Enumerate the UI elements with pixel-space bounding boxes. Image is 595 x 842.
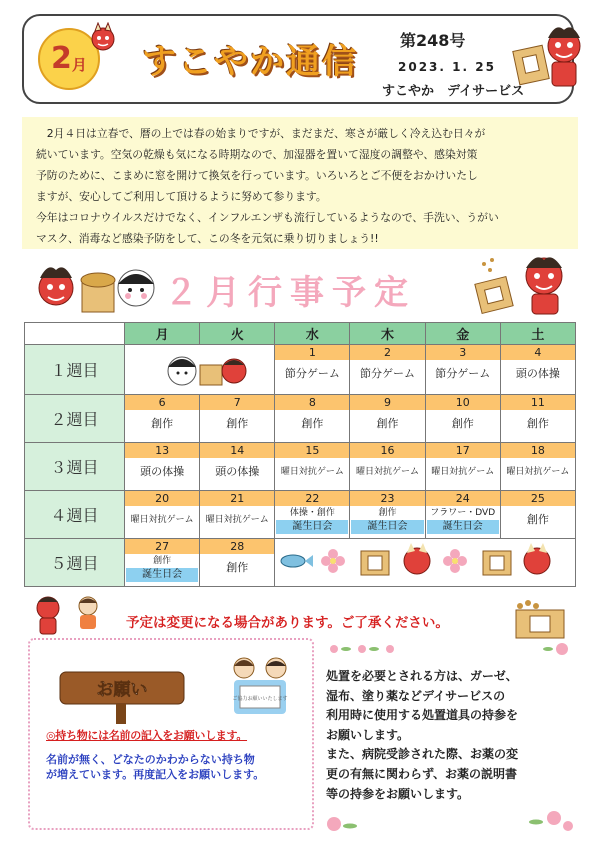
week-row <box>25 443 576 491</box>
event-label: 曜日対抗ゲーム <box>356 467 420 477</box>
day-header: 月 <box>125 323 200 345</box>
date-number: 11 <box>501 395 575 410</box>
birthday-party-label: 誕生日会 <box>427 520 499 534</box>
intro-line: 予防のために、こまめに窓を開けて換気を行っています。いろいろとご不便をおかけいたし <box>36 169 478 182</box>
day-cell <box>500 491 575 539</box>
week-label: ３週目 <box>25 443 125 491</box>
event-label: 創作 <box>151 417 174 430</box>
calendar-corner <box>25 323 125 345</box>
bean-box-icon <box>510 598 572 640</box>
organization-name: すこやか デイサービス <box>382 84 525 99</box>
day-header: 土 <box>500 323 575 345</box>
week-row <box>25 345 576 395</box>
intro-line: 2月４日は立春で、暦の上では春の始まりですが、まだまだ、寒さが厳しく冷え込む日々が <box>36 127 486 140</box>
event-label: 頭の体操 <box>515 367 560 380</box>
setsubun-border-icon <box>275 539 575 583</box>
intro-line: 続いています。空気の乾燥も気になる時期なので、加湿器を置いて湿度の調整や、感染対策 <box>36 148 478 161</box>
event-label: 節分ゲーム <box>360 367 416 380</box>
event-label: 創作 <box>526 513 549 526</box>
day-cell <box>350 395 425 443</box>
event-label: 創作 <box>378 508 397 518</box>
day-cell <box>350 443 425 491</box>
oni-with-bean-box-icon <box>512 18 582 96</box>
event-label: 頭の体操 <box>140 465 185 478</box>
issue-number: 第248号 <box>400 31 466 50</box>
week-row <box>25 491 576 539</box>
day-cell <box>500 395 575 443</box>
intro-line: ますが、安心してご利用して頂けるように努めて参ります。 <box>36 190 327 203</box>
week-label: ２週目 <box>25 395 125 443</box>
day-header: 水 <box>275 323 350 345</box>
birthday-party-label: 誕生日会 <box>276 520 348 534</box>
staff-bowing-icon <box>220 654 300 718</box>
event-label: 曜日対抗ゲーム <box>130 515 194 525</box>
birthday-party-label: 誕生日会 <box>126 568 198 582</box>
day-cell <box>200 443 275 491</box>
date-number: 27 <box>125 539 199 554</box>
flower-border-icon <box>322 806 578 834</box>
date-number: 2 <box>350 345 424 360</box>
event-label: 曜日対抗ゲーム <box>280 467 344 477</box>
request-name-detail: 名前が無く、どなたのかわからない持ち物 が増えています。再度記入をお願いします。 <box>46 753 265 781</box>
date-number: 22 <box>275 491 349 506</box>
flower-border-icon <box>322 640 578 658</box>
date-number: 25 <box>501 491 575 506</box>
date-number: 14 <box>200 443 274 458</box>
date-number: 28 <box>200 539 274 554</box>
week-label: ５週目 <box>25 539 125 587</box>
date-number: 10 <box>426 395 500 410</box>
intro-line: マスク、消毒など感染予防をして、この冬を元気に乗り切りましょう!! <box>36 232 379 245</box>
date-number: 23 <box>350 491 424 506</box>
day-header: 木 <box>350 323 425 345</box>
day-cell <box>425 345 500 395</box>
month-number: 2 <box>51 41 72 76</box>
issue-date: 2023. 1. 25 <box>398 60 496 74</box>
request-box <box>28 638 314 830</box>
birthday-party-label: 誕生日会 <box>351 520 423 534</box>
decoration-cell <box>275 539 576 587</box>
day-cell <box>500 443 575 491</box>
date-number: 9 <box>350 395 424 410</box>
date-number: 17 <box>426 443 500 458</box>
calendar-header-row <box>25 323 576 345</box>
event-label: 頭の体操 <box>215 465 260 478</box>
day-cell <box>425 491 500 539</box>
event-label: 創作 <box>526 417 549 430</box>
date-number: 20 <box>125 491 199 506</box>
medical-supplies-request: 処置を必要とされる方は、ガーゼ、 湿布、塗り薬などデイサービスの 利用時に使用する処置道具の持参を お願いします。 また、病院受診された際、お薬の変 更の有無に関わらず、お薬の説明書 等の持参をお願いします。 <box>326 669 519 801</box>
week-label: １週目 <box>25 345 125 395</box>
otafuku-oni-icon <box>150 345 250 391</box>
newsletter-title: すこやか通信 <box>142 42 358 82</box>
staff-sign-text: ご協力お願いいたします <box>232 696 288 702</box>
date-number: 3 <box>426 345 500 360</box>
event-calendar <box>24 322 576 587</box>
intro-line: 今年はコロナウイルスだけでなく、インフルエンザも流行しているようなので、手洗い、うがい <box>36 211 499 224</box>
day-cell <box>425 395 500 443</box>
date-number: 21 <box>200 491 274 506</box>
day-cell <box>200 491 275 539</box>
event-label: 曜日対抗ゲーム <box>506 467 570 477</box>
wooden-sign-icon <box>54 666 194 724</box>
day-cell <box>275 491 350 539</box>
setsubun-decoration-icon <box>30 258 158 318</box>
day-cell <box>425 443 500 491</box>
event-label: 創作 <box>153 556 172 566</box>
day-cell <box>125 491 200 539</box>
date-number: 7 <box>200 395 274 410</box>
day-cell <box>275 345 350 395</box>
week-row <box>25 395 576 443</box>
day-cell <box>350 345 425 395</box>
event-label: 創作 <box>226 417 249 430</box>
sign-label: お願い <box>96 680 148 700</box>
date-number: 4 <box>501 345 575 360</box>
day-cell <box>275 443 350 491</box>
setsubun-art-cell <box>125 345 275 395</box>
event-label: 創作 <box>226 561 249 574</box>
event-label: 節分ゲーム <box>284 367 340 380</box>
day-cell <box>200 395 275 443</box>
event-label: 創作 <box>301 417 324 430</box>
oni-bean-box-icon <box>464 252 574 318</box>
event-label: 創作 <box>376 417 399 430</box>
event-label: フラワー・DVD <box>430 508 496 518</box>
day-cell <box>125 443 200 491</box>
event-label: 節分ゲーム <box>435 367 491 380</box>
schedule-change-notice: 予定は変更になる場合があります。ご了承ください。 <box>126 615 449 631</box>
event-label: 曜日対抗ゲーム <box>205 515 269 525</box>
date-number: 18 <box>501 443 575 458</box>
month-unit: 月 <box>71 55 87 74</box>
date-number: 1 <box>275 345 349 360</box>
date-number: 8 <box>275 395 349 410</box>
event-label: 創作 <box>451 417 474 430</box>
week-label: ４週目 <box>25 491 125 539</box>
day-cell <box>275 395 350 443</box>
newsletter-header <box>22 14 574 104</box>
intro-message <box>22 117 578 249</box>
date-number: 24 <box>426 491 500 506</box>
day-cell <box>350 491 425 539</box>
day-cell <box>500 345 575 395</box>
day-header: 金 <box>425 323 500 345</box>
oni-mask-icon <box>86 22 120 52</box>
day-cell <box>125 539 200 587</box>
date-number: 15 <box>275 443 349 458</box>
schedule-title: ２月行事予定 <box>164 273 416 313</box>
oni-running-icon <box>30 594 110 638</box>
request-name-label: ◎持ち物には名前の記入をお願いします。 <box>46 729 248 742</box>
event-label: 曜日対抗ゲーム <box>431 467 495 477</box>
day-cell <box>125 395 200 443</box>
date-number: 6 <box>125 395 199 410</box>
date-number: 13 <box>125 443 199 458</box>
event-label: 体操・創作 <box>289 508 335 518</box>
week-row <box>25 539 576 587</box>
day-header: 火 <box>200 323 275 345</box>
date-number: 16 <box>350 443 424 458</box>
day-cell <box>200 539 275 587</box>
